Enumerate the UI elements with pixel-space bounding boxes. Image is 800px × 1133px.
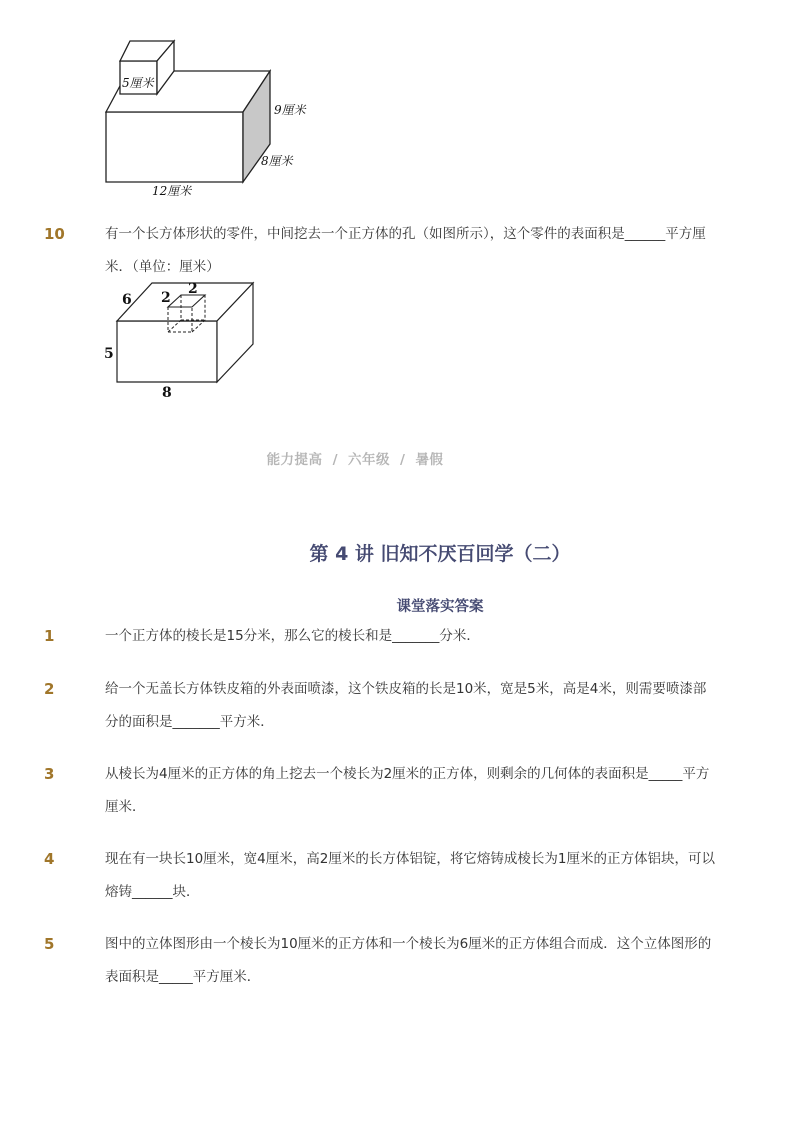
height-label: 9厘米 — [274, 103, 306, 117]
figure-cube-on-cuboid — [100, 36, 320, 201]
question-number: 4 — [44, 850, 55, 868]
page-footer — [0, 448, 710, 468]
question-text: 从棱长为4厘米的正方体的角上挖去一个棱长为2厘米的正方体，则剩余的几何体的表面积是_____平方厘米． — [105, 766, 710, 815]
question-number: 10 — [44, 225, 65, 243]
depth-label: 8厘米 — [261, 154, 293, 168]
hole-top-label: 2 — [188, 281, 198, 297]
hole-side-label: 2 — [161, 290, 171, 306]
footer-separator: / — [332, 452, 338, 468]
question-number: 2 — [44, 680, 55, 698]
answer-section-title: 课堂落实答案 — [396, 599, 484, 615]
cuboid-front-face — [106, 112, 243, 182]
footer-term: 暑假 — [415, 452, 444, 468]
question-number: 5 — [44, 935, 55, 953]
question-text: 给一个无盖长方体铁皮箱的外表面喷漆，这个铁皮箱的长是10米，宽是5米，高是4米，则需要喷漆部分的面积是_______平方米． — [105, 681, 707, 730]
width-label: 6 — [122, 292, 132, 308]
height-label: 5 — [104, 346, 114, 362]
footer-separator: / — [400, 452, 406, 468]
question-text: 一个正方体的棱长是15分米，那么它的棱长和是_______分米． — [105, 628, 480, 644]
question-number: 3 — [44, 765, 55, 783]
length-label: 12厘米 — [152, 184, 192, 198]
lecture-title: 第 4 讲 旧知不厌百回学（二） — [309, 543, 571, 565]
question-text: 图中的立体图形由一个棱长为10厘米的正方体和一个棱长为6厘米的正方体组合而成．这个立体图形的表面积是_____平方厘米． — [105, 936, 712, 985]
figure-cuboid-with-hole — [100, 280, 280, 405]
footer-subject: 能力提高 — [266, 452, 323, 468]
question-text: 现在有一块长10厘米，宽4厘米，高2厘米的长方体铝锭，将它熔铸成棱长为1厘米的正方体铝块，可以熔铸______块． — [105, 851, 715, 900]
footer-grade: 六年级 — [348, 452, 390, 468]
cuboid-front-face — [117, 321, 217, 382]
small-cube-edge-label: 5厘米 — [122, 76, 154, 90]
question-text: 有一个长方体形状的零件，中间挖去一个正方体的孔（如图所示），这个零件的表面积是______平方厘米．（单位：厘米） — [105, 226, 706, 275]
question-number: 1 — [44, 627, 55, 645]
length-label: 8 — [162, 385, 172, 401]
